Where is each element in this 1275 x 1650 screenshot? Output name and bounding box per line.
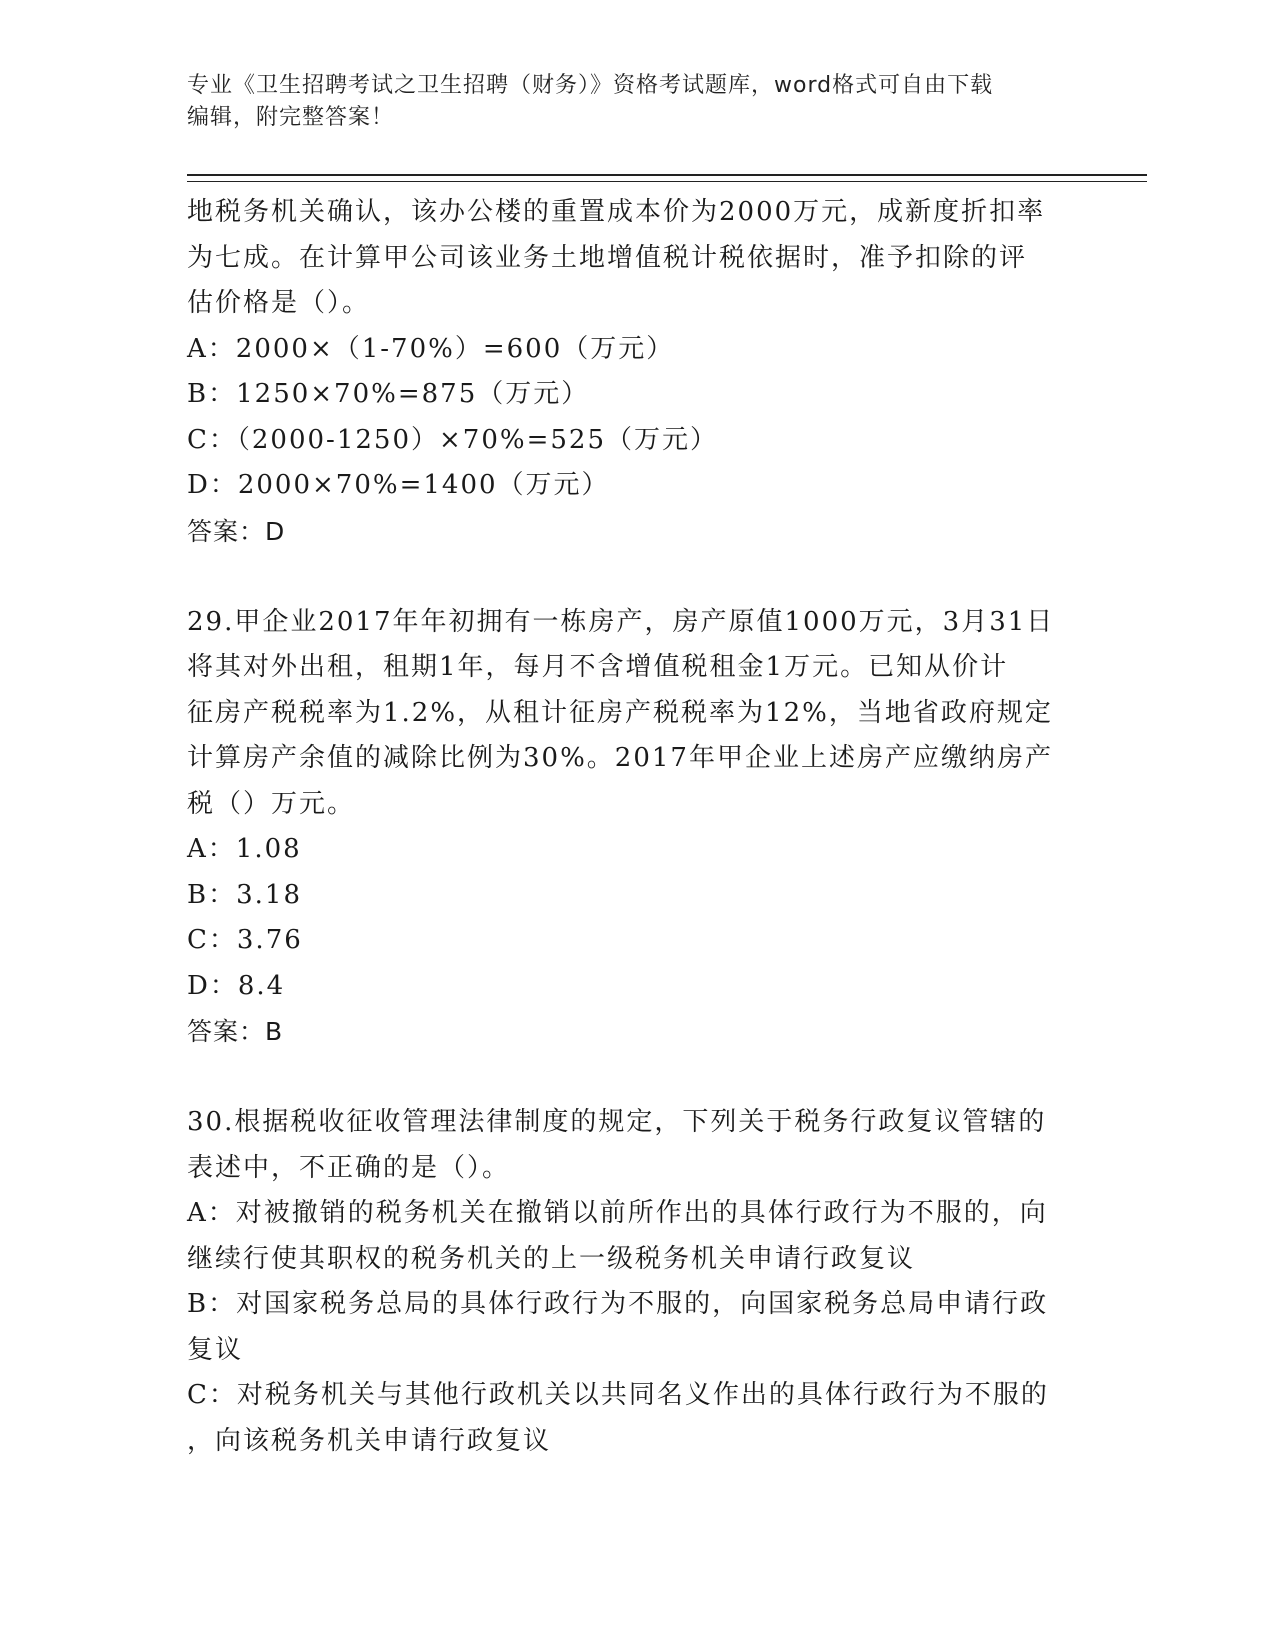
question-stem-line: 为七成。在计算甲公司该业务土地增值税计税依据时，准予扣除的评 <box>187 242 1028 273</box>
document-body <box>187 190 1087 1464</box>
answer-line: 答案：D <box>187 516 286 546</box>
question-29 <box>187 600 1087 1055</box>
question-stem-line: 征房产税税率为1.2%，从租计征房产税税率为12%，当地省政府规定 <box>187 697 1053 728</box>
option-c: C：（2000-1250）×70%=525（万元） <box>187 424 719 455</box>
option-a: A：1.08 <box>187 834 302 864</box>
option-c: C：3.76 <box>187 925 303 955</box>
option-b: B：3.18 <box>187 879 302 910</box>
option-b-line: B：对国家税务总局的具体行政行为不服的，向国家税务总局申请行政 <box>187 1289 1049 1319</box>
spacer <box>187 1055 1087 1101</box>
question-stem-line: 地税务机关确认，该办公楼的重置成本价为2000万元，成新度折扣率 <box>187 197 1046 227</box>
option-d: D：2000×70%=1400（万元） <box>187 470 610 500</box>
question-stem-line: 税（）万元。 <box>187 788 356 819</box>
answer-line: 答案：B <box>187 1017 284 1046</box>
question-stem-line: 将其对外出租，租期1年，每月不含增值税租金1万元。已知从价计 <box>187 652 1009 682</box>
spacer <box>187 554 1087 600</box>
question-30 <box>187 1100 1087 1464</box>
question-stem-line: 表述中，不正确的是（）。 <box>187 1152 511 1183</box>
option-b-line: 复议 <box>187 1334 244 1365</box>
option-c-line: ，向该税务机关申请行政复议 <box>187 1425 552 1456</box>
question-stem-line: 计算房产余值的减除比例为30%。2017年甲企业上述房产应缴纳房产 <box>187 743 1053 773</box>
page-header <box>187 70 1087 134</box>
option-d: D：8.4 <box>187 970 286 1001</box>
question-28 <box>187 190 1087 554</box>
question-stem-line: 30.根据税收征收管理法律制度的规定，下列关于税务行政复议管辖的 <box>187 1107 1047 1137</box>
option-a: A：2000×（1-70%）=600（万元） <box>187 333 675 364</box>
header-rule-thick <box>187 174 1147 176</box>
header-line-2: 编辑，附完整答案！ <box>187 105 395 130</box>
question-stem-line: 估价格是（）。 <box>187 288 371 318</box>
header-line-1: 专业《卫生招聘考试之卫生招聘（财务）》资格考试题库，word格式可自由下载 <box>187 73 994 98</box>
question-stem-line: 29.甲企业2017年年初拥有一栋房产，房产原值1000万元，3月31日 <box>187 606 1055 637</box>
option-b: B：1250×70%=875（万元） <box>187 379 590 409</box>
option-c-line: C：对税务机关与其他行政机关以共同名义作出的具体行政行为不服的 <box>187 1380 1049 1410</box>
option-a-line: A：对被撤销的税务机关在撤销以前所作出的具体行政行为不服的，向 <box>187 1198 1048 1228</box>
option-a-line: 继续行使其职权的税务机关的上一级税务机关申请行政复议 <box>187 1243 916 1274</box>
header-rule-thin <box>187 181 1147 182</box>
